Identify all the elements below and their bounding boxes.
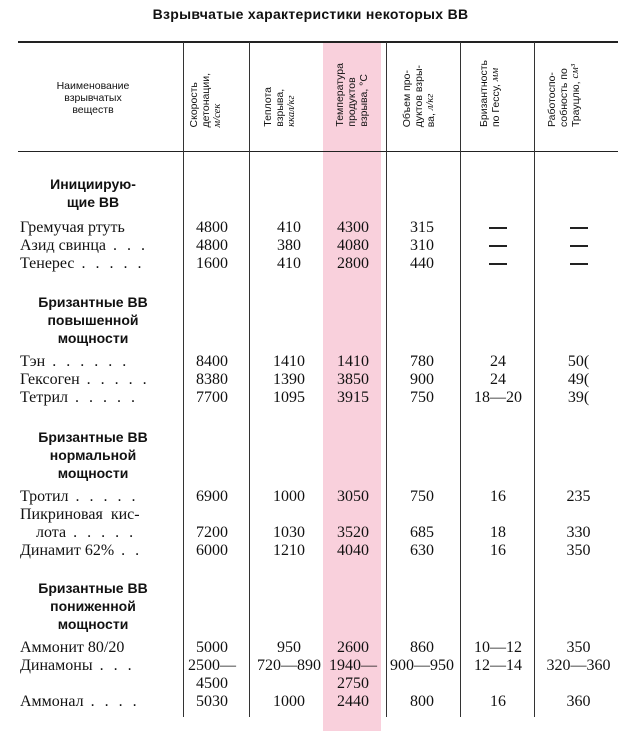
explosion-heat-cell: 1030 (273, 524, 305, 541)
substance-name (20, 657, 184, 675)
table-row (0, 488, 621, 506)
header-explosion-heat: Теплота взрыва, ккал/кг (262, 87, 297, 127)
trauzl-cell (536, 237, 621, 255)
substance-name-text: Динамоны (20, 657, 93, 674)
header-name-line: Наименование (56, 80, 130, 92)
substance-name-text: лота (20, 524, 67, 541)
substance-name-text: Гексоген (20, 371, 80, 388)
temperature-cell: 1940— (329, 657, 377, 674)
dash-mark (489, 263, 507, 265)
substance-name-text: Азид свинца (20, 237, 107, 254)
trauzl-cell: 39( (567, 389, 590, 406)
temperature-cell: 2600 (337, 639, 369, 656)
brisance-cell: 16 (490, 693, 506, 710)
substance-name (20, 371, 184, 389)
leader-dots: . . . . . (74, 255, 145, 272)
explosion-heat-cell: 1210 (273, 542, 305, 559)
substance-name (20, 542, 184, 560)
table-row (0, 693, 621, 711)
detonation-velocity-cell: 7200 (196, 524, 228, 541)
section-title-line: мощности (57, 330, 129, 346)
gas-volume-cell: 780 (410, 353, 434, 370)
table-row (0, 675, 621, 693)
detonation-velocity-cell: 6000 (196, 542, 228, 559)
substance-name (20, 693, 184, 711)
unit-label: см³ (570, 63, 581, 79)
header-detonation-velocity: Скорость детонации, м/сек (188, 72, 223, 127)
header-gas-volume: Объем про- дуктов взры- ва, л/кг (401, 64, 437, 127)
brisance-cell: 10—12 (474, 639, 522, 656)
header-name-line: веществ (72, 104, 114, 116)
section-title-line: пониженной (50, 598, 136, 614)
explosion-heat-cell: 410 (277, 219, 301, 236)
section-title (18, 579, 168, 633)
substance-name-text: Аммонит 80/20 (20, 639, 125, 656)
temperature-cell: 3050 (337, 488, 369, 505)
explosion-heat-cell: 1410 (273, 353, 305, 370)
substance-name-text: Тенерес (20, 255, 75, 272)
substance-name-text: Гремучая ртуть (20, 219, 125, 236)
trauzl-cell: 360 (566, 693, 591, 710)
trauzl-cell (536, 255, 621, 273)
brisance-cell: 18—20 (474, 389, 522, 406)
explosion-heat-cell: 720—890 (257, 657, 321, 674)
header-bottom-rule (18, 151, 618, 152)
substance-name-text: Пикриновая кис- (20, 506, 140, 523)
detonation-velocity-cell: 2500— (188, 657, 236, 674)
table-row (0, 506, 621, 524)
unit-label: мм (490, 67, 501, 82)
substance-name-text: Тротил (20, 488, 69, 505)
leader-dots: . . . . . (79, 371, 150, 388)
substance-name-text: Динамит 62% (20, 542, 115, 559)
section-title-line: щие ВВ (66, 194, 120, 210)
table-title: Взрывчатые характеристики некоторых ВВ (152, 6, 469, 22)
temperature-cell: 3850 (337, 371, 369, 388)
detonation-velocity-cell: 8380 (196, 371, 228, 388)
explosion-heat-cell: 380 (277, 237, 301, 254)
dash-mark (570, 245, 588, 247)
gas-volume-cell: 630 (410, 542, 434, 559)
substance-name-text: Тетрил (20, 389, 68, 406)
section-title (18, 293, 168, 347)
temperature-cell: 3520 (337, 524, 369, 541)
substance-name (20, 237, 184, 255)
explosion-heat-cell: 1095 (273, 389, 305, 406)
temperature-cell: 2750 (337, 675, 369, 692)
brisance-cell: 18 (490, 524, 506, 541)
trauzl-cell: 350 (566, 639, 591, 656)
temperature-cell: 4040 (337, 542, 369, 559)
table-row (0, 371, 621, 389)
section-title-line: мощности (57, 465, 129, 481)
temperature-cell: 2800 (337, 255, 369, 272)
explosion-heat-cell: 410 (277, 255, 301, 272)
substance-name (20, 524, 184, 542)
dash-mark (489, 245, 507, 247)
substance-name (20, 389, 184, 407)
table-row (0, 389, 621, 407)
header-trauzl-capacity: Работоспо- собность по Трауцлю, см³ (546, 63, 582, 127)
table-row (0, 353, 621, 371)
section-title-line: повышенной (47, 312, 139, 328)
detonation-velocity-cell: 6900 (196, 488, 228, 505)
gas-volume-cell: 440 (410, 255, 434, 272)
temperature-cell: 2440 (337, 693, 369, 710)
leader-dots: . . . . . (68, 389, 138, 406)
trauzl-cell: 330 (566, 524, 591, 541)
substance-name (20, 353, 184, 371)
table-row (0, 542, 621, 560)
leader-dots: . . . . . . (45, 353, 130, 370)
gas-volume-cell: 750 (410, 389, 434, 406)
substance-name (20, 219, 184, 237)
gas-volume-cell: 310 (410, 237, 434, 254)
section-title-line: Инициирую- (50, 176, 136, 192)
substance-name-text: Аммонал (20, 693, 84, 710)
detonation-velocity-cell: 4500 (196, 675, 228, 692)
table-row (0, 639, 621, 657)
trauzl-cell (536, 219, 621, 237)
gas-volume-cell: 860 (410, 639, 434, 656)
leader-dots: . . . (92, 657, 135, 674)
gas-volume-cell: 900—950 (390, 657, 454, 674)
brisance-cell: 24 (490, 353, 506, 370)
detonation-velocity-cell: 8400 (196, 353, 228, 370)
temperature-cell: 1410 (337, 353, 369, 370)
table-row (0, 219, 621, 237)
brisance-cell: 24 (490, 371, 506, 388)
explosion-heat-cell: 1000 (273, 693, 305, 710)
trauzl-cell: 49( (567, 371, 590, 388)
leader-dots: . . . . (83, 693, 140, 710)
detonation-velocity-cell: 5000 (196, 639, 228, 656)
temperature-cell: 4300 (337, 219, 369, 236)
section-title (18, 428, 168, 482)
unit-label: м/сек (212, 103, 223, 127)
substance-name (20, 488, 184, 506)
trauzl-cell: 350 (566, 542, 591, 559)
dash-mark (489, 227, 507, 229)
brisance-cell: 12—14 (474, 657, 522, 674)
section-title-line: мощности (57, 616, 129, 632)
brisance-cell: 16 (490, 542, 506, 559)
section-title-line: нормальной (49, 447, 137, 463)
brisance-cell (462, 237, 534, 255)
temperature-cell: 4080 (337, 237, 369, 254)
gas-volume-cell: 800 (410, 693, 434, 710)
explosion-heat-cell: 1000 (273, 488, 305, 505)
table-row (0, 657, 621, 675)
unit-label: ккал/кг (286, 95, 297, 127)
section-title-line: Бризантные ВВ (38, 294, 148, 310)
table-row (0, 524, 621, 542)
section-title-line: Бризантные ВВ (38, 580, 148, 596)
leader-dots: . . . . . (66, 524, 137, 541)
substance-name (20, 255, 184, 273)
substance-name (20, 506, 184, 524)
header-explosion-temperature: Температура продуктов взрыва, °С (334, 63, 370, 127)
gas-volume-cell: 750 (410, 488, 434, 505)
detonation-velocity-cell: 4800 (196, 219, 228, 236)
table-row (0, 237, 621, 255)
brisance-cell (462, 255, 534, 273)
temperature-cell: 3915 (337, 389, 369, 406)
brisance-cell: 16 (490, 488, 506, 505)
trauzl-cell: 50( (567, 353, 590, 370)
brisance-cell (462, 219, 534, 237)
explosion-heat-cell: 950 (277, 639, 301, 656)
detonation-velocity-cell: 4800 (196, 237, 228, 254)
table-row (0, 255, 621, 273)
section-title (18, 175, 168, 211)
gas-volume-cell: 685 (410, 524, 434, 541)
header-brisance-hess: Бризантность по Гессу, мм (478, 59, 502, 127)
leader-dots: . . (114, 542, 143, 559)
leader-dots: . . . . . (68, 488, 139, 505)
trauzl-cell: 320—360 (546, 657, 611, 674)
detonation-velocity-cell: 7700 (196, 389, 228, 406)
unit-label: л/кг (425, 93, 436, 110)
header-name-line: взрывчатых (64, 92, 122, 104)
table-top-rule (18, 41, 618, 43)
section-title-line: Бризантные ВВ (38, 429, 148, 445)
substance-name-text: Тэн (20, 353, 46, 370)
substance-name (20, 639, 184, 657)
detonation-velocity-cell: 5030 (196, 693, 228, 710)
dash-mark (570, 263, 588, 265)
trauzl-cell: 235 (566, 488, 591, 505)
gas-volume-cell: 315 (410, 219, 434, 236)
detonation-velocity-cell: 1600 (196, 255, 228, 272)
leader-dots: . . . (106, 237, 149, 254)
explosion-heat-cell: 1390 (273, 371, 305, 388)
dash-mark (570, 227, 588, 229)
header-name-column (18, 80, 168, 116)
gas-volume-cell: 900 (410, 371, 434, 388)
